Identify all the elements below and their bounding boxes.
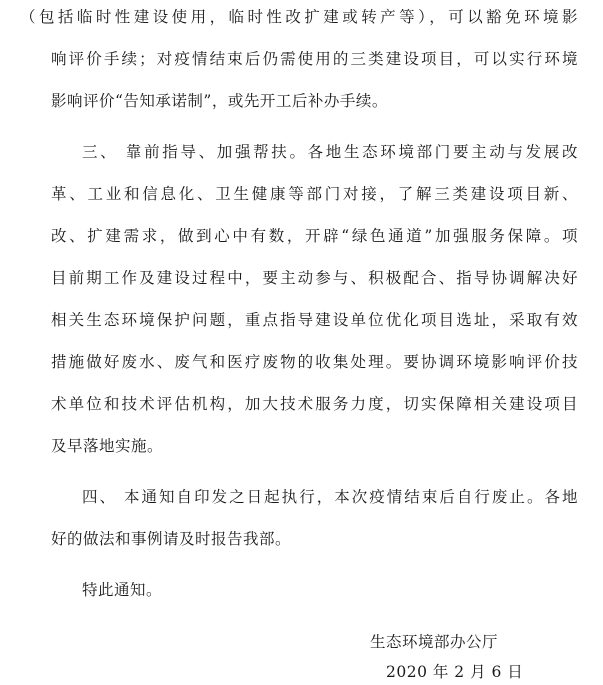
signature-org: 生态环境部办公厅: [370, 633, 499, 651]
signature-date: 2020 年 2 月 6 日: [386, 663, 524, 681]
body-line-9: 措施做好废水、废气和医疗废物的收集处理。要协调环境影响评价技: [51, 353, 578, 371]
closing-remark: 特此通知。: [82, 581, 163, 599]
body-line-1: （包括临时性建设使用，临时性改扩建或转产等），可以豁免环境影: [20, 8, 578, 26]
body-line-10: 术单位和技术评估机构，加大技术服务力度，切实保障相关建设项目: [51, 395, 578, 413]
body-line-8: 相关生态环境保护问题，重点指导建设单位优化项目选址，采取有效: [51, 311, 578, 329]
body-line-7: 目前期工作及建设过程中，要主动参与、积极配合、指导协调解决好: [51, 269, 578, 287]
body-line-5: 革、工业和信息化、卫生健康等部门对接，了解三类建设项目新、: [51, 185, 578, 203]
body-line-3: 影响评价“告知承诺制”，或先开工后补办手续。: [51, 92, 388, 110]
body-line-13: 好的做法和事例请及时报告我部。: [51, 530, 292, 548]
body-line-6: 改、扩建需求，做到心中有数，开辟“绿色通道”加强服务保障。项: [51, 227, 578, 245]
body-line-2: 响评价手续；对疫情结束后仍需使用的三类建设项目，可以实行环境: [51, 50, 578, 68]
section-three-heading-line: 三、 靠前指导、加强帮扶。各地生态环境部门要主动与发展改: [82, 143, 578, 161]
body-line-11: 及早落地实施。: [51, 437, 164, 455]
section-four-heading-line: 四、 本通知自印发之日起执行，本次疫情结束后自行废止。各地: [82, 488, 578, 506]
